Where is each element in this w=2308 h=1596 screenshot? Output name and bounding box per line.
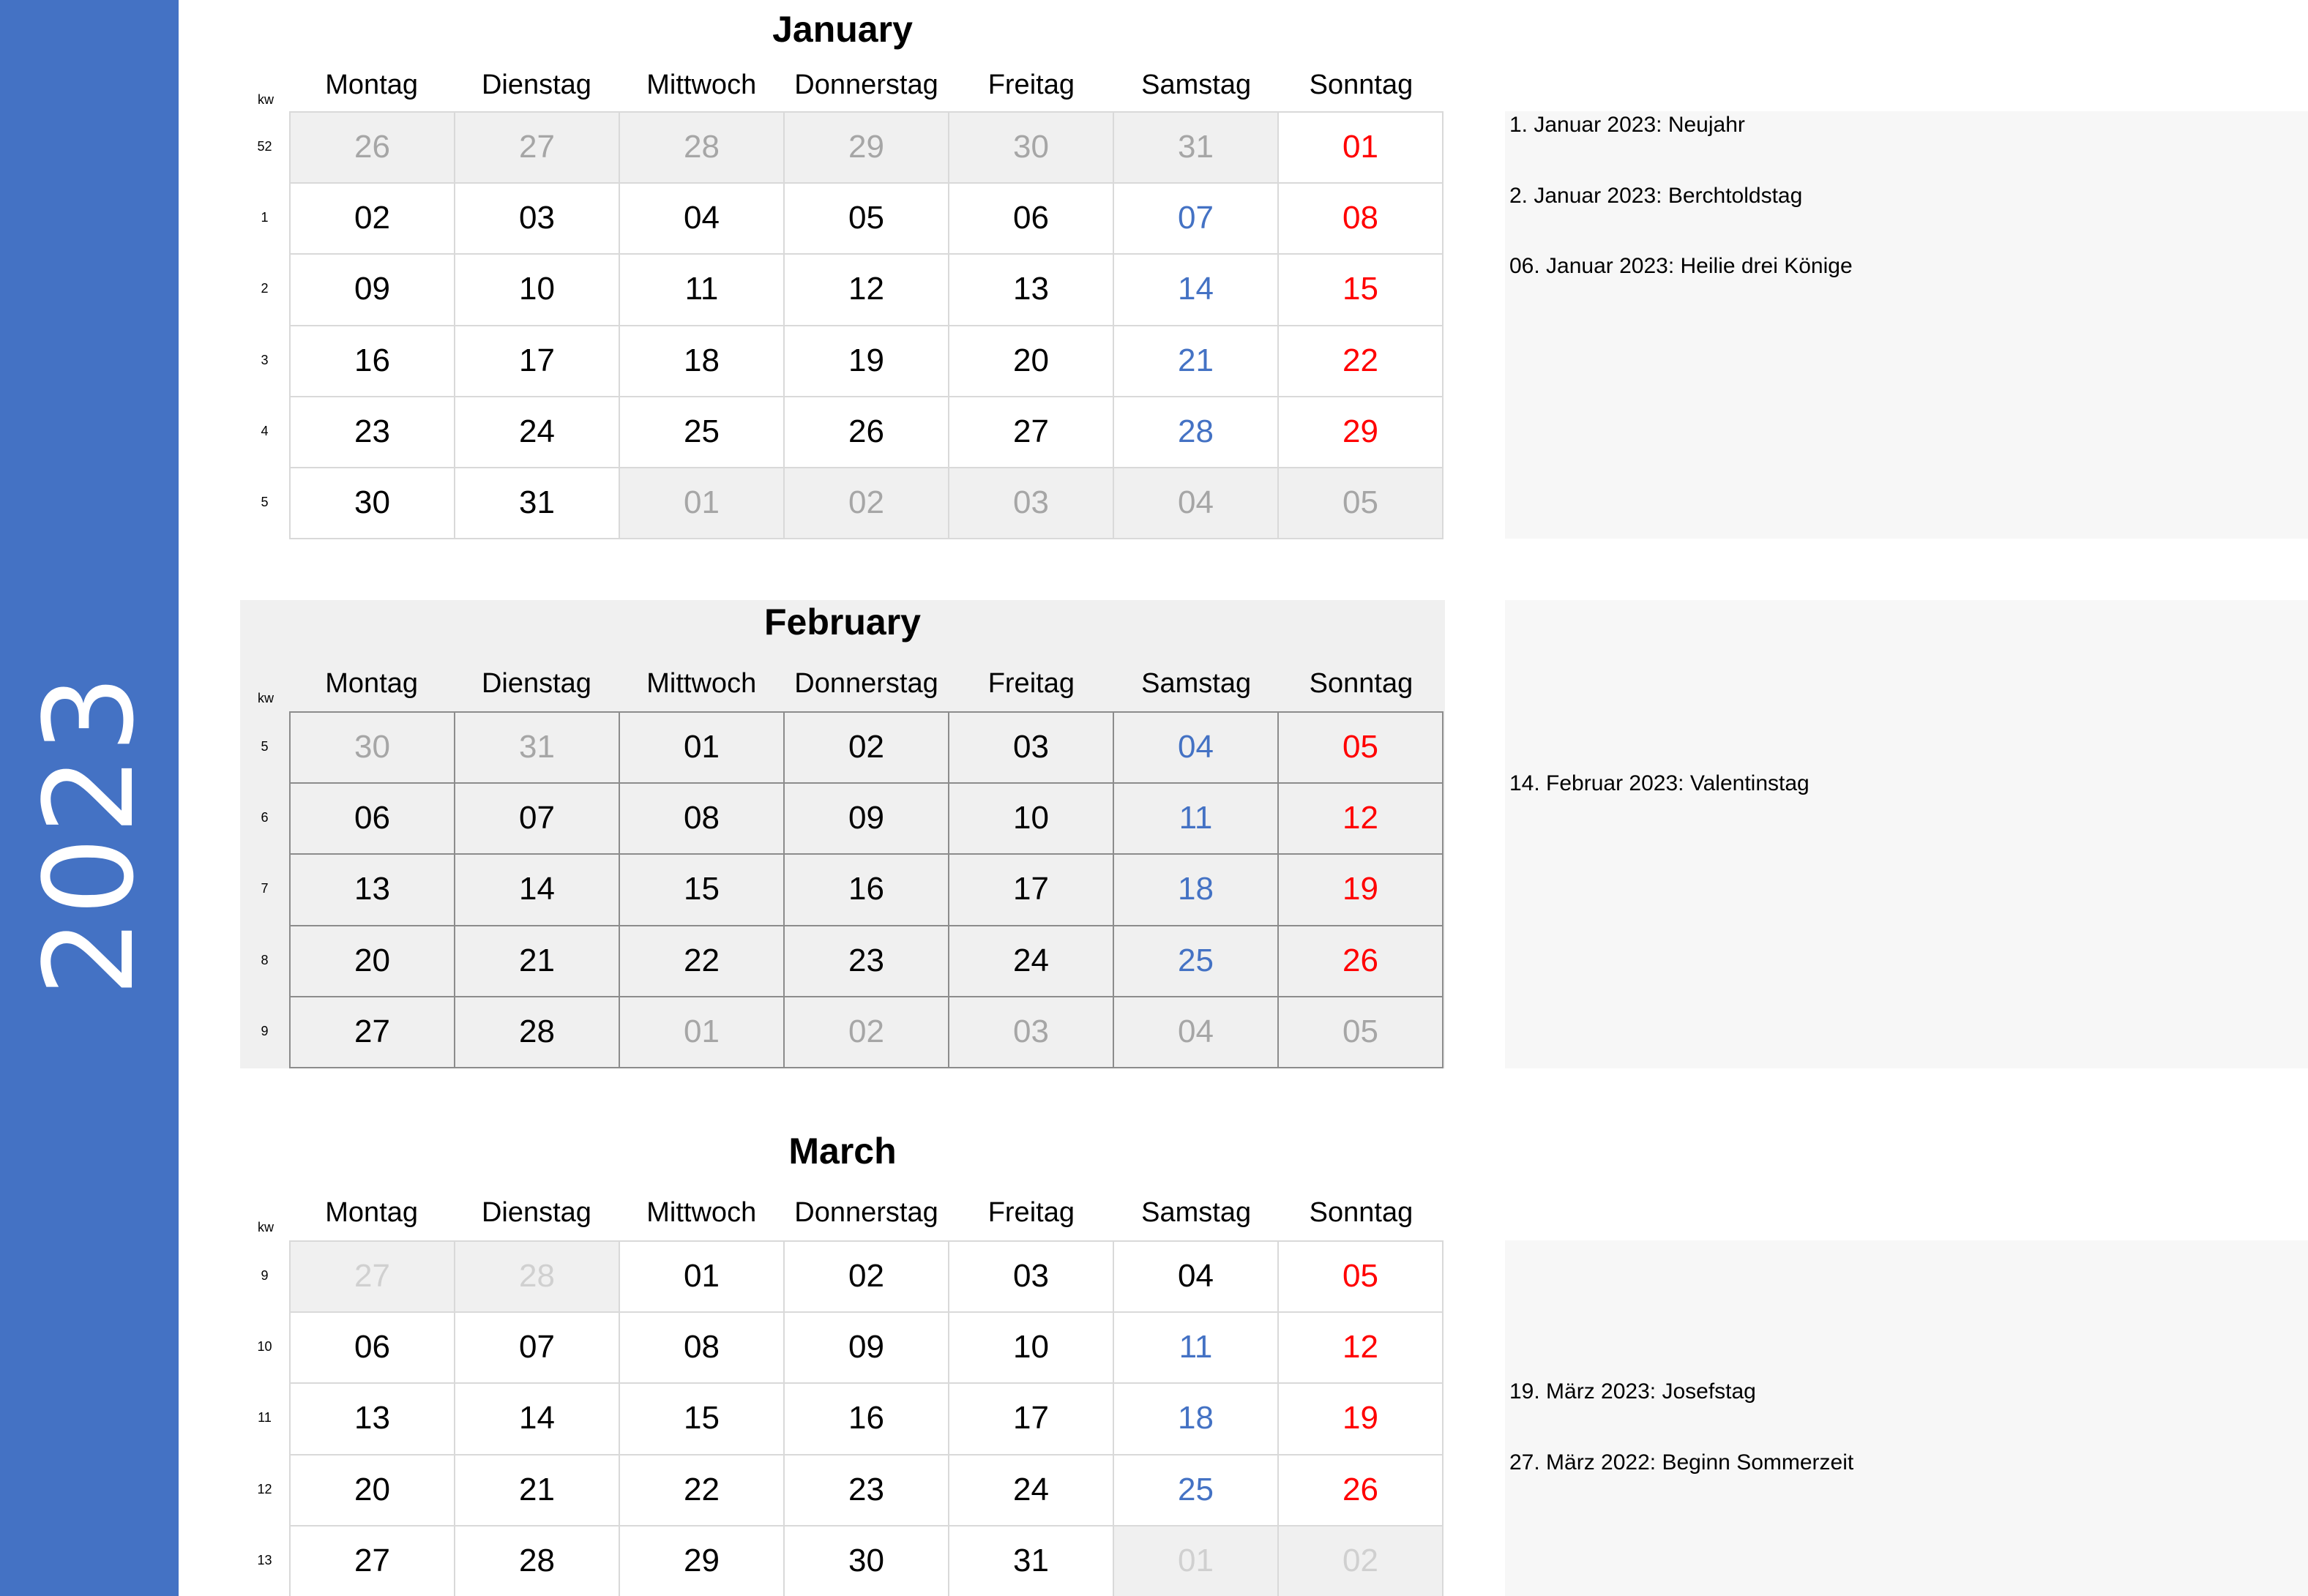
day-cell — [1114, 926, 1279, 997]
month-block-february — [240, 600, 1445, 1068]
day-cell — [1114, 326, 1279, 397]
day-cell — [455, 1455, 620, 1526]
day-cell — [291, 326, 455, 397]
week-number: 9 — [261, 1023, 269, 1038]
day-cell — [1114, 997, 1279, 1068]
day-number: 29 — [684, 1542, 720, 1578]
day-cell — [949, 855, 1114, 926]
day-cell — [620, 784, 785, 855]
day-cell — [949, 1242, 1114, 1313]
day-number: 07 — [519, 1329, 555, 1365]
holiday-note: 19. März 2023: Josefstag — [1509, 1379, 1756, 1404]
day-cell — [620, 1526, 785, 1596]
weekday-label: Sonntag — [1309, 70, 1413, 100]
day-cell — [949, 468, 1114, 539]
day-cell — [1114, 468, 1279, 539]
day-cell — [291, 1242, 455, 1313]
day-cell — [1279, 784, 1444, 855]
day-cell — [785, 855, 949, 926]
day-cell — [455, 1384, 620, 1455]
day-number: 28 — [519, 1258, 555, 1294]
day-number: 15 — [684, 1400, 720, 1436]
month-title: January — [772, 9, 913, 50]
week-number-label: kw — [258, 92, 274, 107]
day-cell — [785, 113, 949, 184]
day-cell — [949, 1384, 1114, 1455]
day-grid — [289, 1240, 1444, 1596]
day-cell — [1114, 397, 1279, 468]
day-number: 01 — [684, 484, 720, 520]
day-number: 26 — [1342, 1471, 1378, 1507]
day-number: 10 — [519, 271, 555, 307]
day-cell — [1279, 1242, 1444, 1313]
day-cell — [1114, 1242, 1279, 1313]
day-number: 25 — [1178, 942, 1214, 978]
day-cell — [455, 1526, 620, 1596]
weekday-label: Samstag — [1141, 70, 1252, 100]
day-number: 27 — [354, 1258, 390, 1294]
day-cell — [620, 1455, 785, 1526]
day-number: 01 — [684, 1013, 720, 1049]
day-cell — [1114, 1455, 1279, 1526]
day-number: 19 — [1342, 871, 1378, 907]
notes-panel-march — [1505, 1240, 2308, 1596]
day-number: 11 — [684, 271, 719, 307]
week-number: 1 — [261, 210, 269, 225]
day-cell — [455, 326, 620, 397]
day-cell — [785, 713, 949, 784]
day-number: 08 — [1342, 200, 1378, 236]
weekday-label: Montag — [325, 1197, 419, 1228]
day-number: 31 — [519, 729, 555, 765]
day-cell — [785, 1455, 949, 1526]
day-number: 17 — [1013, 871, 1049, 907]
week-number-column — [240, 1240, 289, 1596]
week-number: 5 — [261, 739, 269, 754]
day-cell — [620, 468, 785, 539]
day-number: 18 — [1178, 871, 1214, 907]
day-cell — [1279, 926, 1444, 997]
day-cell — [620, 713, 785, 784]
day-number: 19 — [1342, 1400, 1378, 1436]
week-number: 8 — [261, 952, 269, 967]
day-cell — [949, 1313, 1114, 1384]
day-cell — [291, 713, 455, 784]
day-cell — [291, 397, 455, 468]
day-cell — [291, 184, 455, 255]
day-cell — [620, 1384, 785, 1455]
day-number: 11 — [1179, 1329, 1213, 1365]
day-number: 02 — [848, 1013, 884, 1049]
day-cell — [291, 997, 455, 1068]
holiday-note: 14. Februar 2023: Valentinstag — [1509, 771, 1810, 795]
day-number: 24 — [1013, 942, 1049, 978]
day-number: 01 — [684, 1258, 720, 1294]
day-number: 30 — [354, 729, 390, 765]
day-cell — [620, 997, 785, 1068]
weekday-header — [289, 63, 1444, 107]
week-number: 11 — [258, 1410, 272, 1425]
year-label: 2023 — [18, 672, 161, 997]
day-number: 20 — [354, 942, 390, 978]
day-number: 09 — [848, 800, 884, 836]
day-cell — [1279, 184, 1444, 255]
day-number: 05 — [848, 200, 884, 236]
day-cell — [1279, 468, 1444, 539]
day-cell — [785, 255, 949, 326]
day-number: 03 — [1013, 729, 1049, 765]
weekday-label: Donnerstag — [794, 1197, 938, 1228]
day-cell — [785, 926, 949, 997]
day-cell — [291, 113, 455, 184]
day-number: 22 — [684, 942, 720, 978]
day-cell — [291, 1455, 455, 1526]
day-number: 24 — [519, 413, 555, 449]
day-number: 14 — [1178, 271, 1214, 307]
day-number: 05 — [1342, 1258, 1378, 1294]
month-title: February — [764, 602, 921, 642]
weekday-label: Dienstag — [481, 668, 591, 699]
day-cell — [620, 1313, 785, 1384]
day-number: 12 — [848, 271, 884, 307]
day-cell — [785, 1242, 949, 1313]
day-number: 30 — [848, 1542, 884, 1578]
day-number: 12 — [1342, 800, 1378, 836]
day-number: 02 — [1342, 1542, 1378, 1578]
weekday-label: Samstag — [1141, 668, 1252, 699]
day-number: 02 — [848, 484, 884, 520]
day-number: 26 — [354, 129, 390, 165]
year-band — [0, 0, 179, 1596]
day-cell — [291, 784, 455, 855]
day-number: 03 — [1013, 1258, 1049, 1294]
day-number: 23 — [354, 413, 390, 449]
day-number: 26 — [1342, 942, 1378, 978]
day-number: 27 — [354, 1013, 390, 1049]
day-cell — [949, 113, 1114, 184]
day-cell — [949, 926, 1114, 997]
day-cell — [455, 184, 620, 255]
weekday-label: Donnerstag — [794, 70, 938, 100]
holiday-note: 2. Januar 2023: Berchtoldstag — [1509, 183, 1803, 208]
weekday-label: Samstag — [1141, 1197, 1252, 1228]
day-cell — [1114, 255, 1279, 326]
day-number: 24 — [1013, 1471, 1049, 1507]
day-number: 13 — [354, 871, 390, 907]
day-number: 13 — [1013, 271, 1049, 307]
week-number: 6 — [261, 810, 269, 825]
day-cell — [1279, 1455, 1444, 1526]
day-number: 20 — [1013, 342, 1049, 378]
day-number: 05 — [1342, 1013, 1378, 1049]
day-cell — [620, 326, 785, 397]
day-number: 17 — [1013, 1400, 1049, 1436]
day-cell — [291, 1384, 455, 1455]
day-number: 25 — [684, 413, 720, 449]
day-cell — [1114, 855, 1279, 926]
day-cell — [620, 397, 785, 468]
day-number: 22 — [684, 1471, 720, 1507]
day-number: 01 — [684, 729, 720, 765]
week-number: 7 — [261, 881, 269, 896]
week-number: 12 — [257, 1481, 272, 1496]
day-cell — [1114, 1526, 1279, 1596]
day-number: 19 — [848, 342, 884, 378]
day-number: 14 — [519, 871, 555, 907]
day-cell — [620, 184, 785, 255]
notes-panel-january — [1505, 111, 2308, 539]
weekday-header — [289, 662, 1444, 705]
day-cell — [620, 113, 785, 184]
day-number: 21 — [519, 1471, 555, 1507]
day-cell — [785, 1313, 949, 1384]
day-number: 16 — [848, 871, 884, 907]
day-number: 29 — [848, 129, 884, 165]
day-cell — [291, 1526, 455, 1596]
day-cell — [455, 926, 620, 997]
weekday-label: Mittwoch — [646, 70, 757, 100]
day-number: 13 — [354, 1400, 390, 1436]
day-number: 04 — [684, 200, 720, 236]
day-number: 08 — [684, 1329, 720, 1365]
weekday-label: Sonntag — [1309, 1197, 1413, 1228]
day-number: 27 — [1013, 413, 1049, 449]
day-cell — [1114, 113, 1279, 184]
day-cell — [1279, 255, 1444, 326]
day-number: 28 — [519, 1013, 555, 1049]
day-number: 21 — [1178, 342, 1214, 378]
day-cell — [1114, 1384, 1279, 1455]
day-cell — [455, 784, 620, 855]
day-number: 27 — [519, 129, 555, 165]
week-number: 10 — [257, 1339, 272, 1355]
day-grid — [289, 111, 1444, 539]
day-grid — [289, 711, 1444, 1068]
day-number: 01 — [1342, 129, 1378, 165]
day-number: 28 — [684, 129, 720, 165]
week-number-column — [240, 711, 289, 1067]
day-number: 03 — [1013, 484, 1049, 520]
day-number: 11 — [1179, 800, 1213, 836]
day-number: 06 — [1013, 200, 1049, 236]
day-cell — [949, 713, 1114, 784]
day-cell — [785, 1384, 949, 1455]
notes-panel-february — [1505, 600, 2308, 1068]
holiday-note: 27. März 2022: Beginn Sommerzeit — [1509, 1450, 1854, 1475]
day-number: 02 — [848, 729, 884, 765]
weekday-label: Montag — [325, 70, 419, 100]
day-cell — [1114, 784, 1279, 855]
day-cell — [1114, 184, 1279, 255]
day-number: 16 — [848, 1400, 884, 1436]
weekday-label: Donnerstag — [794, 668, 938, 699]
day-number: 18 — [1178, 1400, 1214, 1436]
day-cell — [455, 397, 620, 468]
holiday-note: 06. Januar 2023: Heilie drei Könige — [1509, 254, 1853, 278]
day-cell — [1279, 1313, 1444, 1384]
month-block-january — [240, 0, 1445, 542]
holiday-note: 1. Januar 2023: Neujahr — [1509, 113, 1745, 137]
weekday-label: Freitag — [987, 1197, 1075, 1228]
day-cell — [455, 1242, 620, 1313]
day-cell — [455, 468, 620, 539]
day-cell — [1279, 997, 1444, 1068]
day-number: 04 — [1178, 1013, 1214, 1049]
day-number: 06 — [354, 800, 390, 836]
day-cell — [1279, 326, 1444, 397]
month-title: March — [788, 1131, 897, 1172]
day-number: 04 — [1178, 484, 1214, 520]
day-number: 27 — [354, 1542, 390, 1578]
day-number: 25 — [1178, 1471, 1214, 1507]
weekday-label: Dienstag — [481, 70, 591, 100]
day-cell — [949, 1526, 1114, 1596]
weekday-label: Freitag — [987, 70, 1075, 100]
day-cell — [949, 997, 1114, 1068]
day-cell — [291, 255, 455, 326]
day-cell — [1279, 855, 1444, 926]
day-cell — [455, 713, 620, 784]
day-number: 15 — [1342, 271, 1378, 307]
day-number: 10 — [1013, 1329, 1049, 1365]
week-number: 13 — [257, 1552, 272, 1567]
day-cell — [1279, 113, 1444, 184]
day-number: 15 — [684, 871, 720, 907]
day-cell — [620, 255, 785, 326]
week-number: 5 — [261, 494, 269, 509]
day-number: 07 — [519, 800, 555, 836]
day-number: 05 — [1342, 729, 1378, 765]
day-cell — [949, 1455, 1114, 1526]
day-number: 28 — [519, 1542, 555, 1578]
day-number: 22 — [1342, 342, 1378, 378]
day-number: 31 — [519, 484, 555, 520]
day-cell — [949, 784, 1114, 855]
day-number: 30 — [1013, 129, 1049, 165]
day-number: 23 — [848, 1471, 884, 1507]
month-block-march — [240, 1129, 1445, 1596]
day-cell — [785, 468, 949, 539]
day-cell — [620, 855, 785, 926]
day-cell — [455, 1313, 620, 1384]
weekday-label: Dienstag — [481, 1197, 591, 1228]
day-number: 01 — [1178, 1542, 1214, 1578]
day-number: 02 — [354, 200, 390, 236]
week-number-label: kw — [258, 1220, 274, 1235]
day-cell — [785, 784, 949, 855]
week-number-label: kw — [258, 691, 274, 705]
day-cell — [1114, 1313, 1279, 1384]
week-number: 3 — [261, 352, 269, 367]
day-number: 10 — [1013, 800, 1049, 836]
week-number: 52 — [257, 139, 272, 154]
day-number: 09 — [848, 1329, 884, 1365]
day-cell — [291, 855, 455, 926]
day-number: 09 — [354, 271, 390, 307]
weekday-label: Freitag — [987, 668, 1075, 699]
day-cell — [785, 1526, 949, 1596]
week-number-column — [240, 111, 289, 538]
weekday-label: Sonntag — [1309, 668, 1413, 699]
day-cell — [949, 397, 1114, 468]
day-cell — [785, 397, 949, 468]
weekday-label: Mittwoch — [646, 668, 757, 699]
day-number: 21 — [519, 942, 555, 978]
day-number: 02 — [848, 1258, 884, 1294]
day-cell — [1279, 397, 1444, 468]
day-cell — [620, 1242, 785, 1313]
day-number: 04 — [1178, 1258, 1214, 1294]
weekday-header — [289, 1191, 1444, 1235]
day-number: 31 — [1013, 1542, 1049, 1578]
day-cell — [1279, 1526, 1444, 1596]
day-cell — [785, 326, 949, 397]
day-number: 31 — [1178, 129, 1214, 165]
day-number: 28 — [1178, 413, 1214, 449]
day-cell — [785, 184, 949, 255]
week-number: 2 — [261, 281, 269, 296]
week-number: 4 — [261, 423, 269, 438]
day-cell — [1279, 1384, 1444, 1455]
day-number: 30 — [354, 484, 390, 520]
day-cell — [291, 468, 455, 539]
day-number: 07 — [1178, 200, 1214, 236]
day-number: 03 — [1013, 1013, 1049, 1049]
day-number: 12 — [1342, 1329, 1378, 1365]
day-number: 18 — [684, 342, 720, 378]
week-number: 9 — [261, 1268, 269, 1283]
day-number: 16 — [354, 342, 390, 378]
day-number: 03 — [519, 200, 555, 236]
day-number: 05 — [1342, 484, 1378, 520]
day-cell — [455, 255, 620, 326]
day-cell — [455, 113, 620, 184]
day-cell — [949, 326, 1114, 397]
weekday-label: Mittwoch — [646, 1197, 757, 1228]
day-cell — [785, 997, 949, 1068]
day-cell — [291, 926, 455, 997]
day-number: 17 — [519, 342, 555, 378]
day-number: 23 — [848, 942, 884, 978]
day-cell — [949, 255, 1114, 326]
day-cell — [291, 1313, 455, 1384]
day-number: 29 — [1342, 413, 1378, 449]
day-cell — [455, 855, 620, 926]
day-cell — [620, 926, 785, 997]
day-cell — [455, 997, 620, 1068]
day-cell — [1114, 713, 1279, 784]
weekday-label: Montag — [325, 668, 419, 699]
day-number: 04 — [1178, 729, 1214, 765]
day-number: 14 — [519, 1400, 555, 1436]
day-number: 20 — [354, 1471, 390, 1507]
day-cell — [949, 184, 1114, 255]
day-number: 26 — [848, 413, 884, 449]
day-cell — [1279, 713, 1444, 784]
day-number: 06 — [354, 1329, 390, 1365]
day-number: 08 — [684, 800, 720, 836]
